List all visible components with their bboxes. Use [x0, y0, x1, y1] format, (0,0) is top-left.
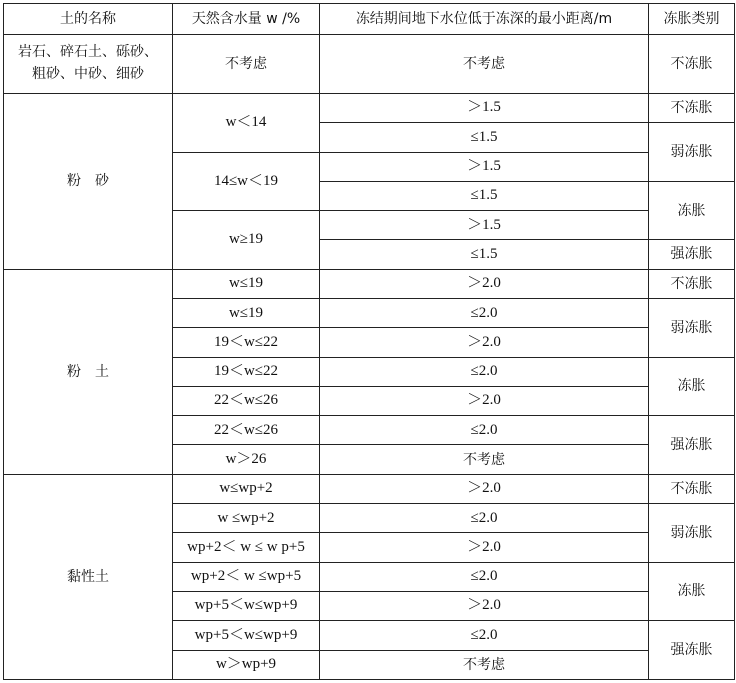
- category-cell: 不冻胀: [649, 35, 735, 94]
- category-cell: 不冻胀: [649, 474, 735, 503]
- table-row: [4, 35, 735, 94]
- distance-cell: ≤1.5: [320, 240, 649, 269]
- header-soil-name: 土的名称: [4, 4, 173, 35]
- distance-cell: ≤2.0: [320, 416, 649, 445]
- category-cell: 弱冻胀: [649, 123, 735, 182]
- category-cell: 冻胀: [649, 181, 735, 240]
- table-row: [4, 269, 735, 298]
- water-content-cell: 14≤w＜19: [173, 152, 320, 211]
- header-frost-category: 冻胀类别: [649, 4, 735, 35]
- distance-cell: ≤2.0: [320, 562, 649, 591]
- distance-cell: ＞2.0: [320, 533, 649, 562]
- water-content-cell: w≤19: [173, 298, 320, 327]
- header-water-content: 天然含水量 w /%: [173, 4, 320, 35]
- distance-cell: ＞1.5: [320, 152, 649, 181]
- distance-cell: ≤2.0: [320, 298, 649, 327]
- header-min-distance: 冻结期间地下水位低于冻深的最小距离/m: [320, 4, 649, 35]
- distance-cell: ≤1.5: [320, 181, 649, 210]
- category-cell: 不冻胀: [649, 93, 735, 122]
- water-content-cell: 22＜w≤26: [173, 416, 320, 445]
- water-content-cell: wp+5＜w≤wp+9: [173, 621, 320, 650]
- soil-name-gravel: [4, 35, 173, 94]
- water-content-cell: w＞wp+9: [173, 650, 320, 679]
- distance-cell: 不考虑: [320, 650, 649, 679]
- water-content-cell: wp+2＜ w ≤wp+5: [173, 562, 320, 591]
- soil-name-line: 粗砂、中砂、细砂: [32, 66, 144, 83]
- distance-cell: ＞2.0: [320, 591, 649, 620]
- distance-cell: ≤1.5: [320, 123, 649, 152]
- distance-cell: ≤2.0: [320, 357, 649, 386]
- water-content-cell: 19＜w≤22: [173, 357, 320, 386]
- water-content-cell: 22＜w≤26: [173, 386, 320, 415]
- soil-name-silty-sand: 粉 砂: [4, 93, 173, 269]
- water-content-cell: w≤19: [173, 269, 320, 298]
- category-cell: 强冻胀: [649, 240, 735, 269]
- water-content-cell: w≥19: [173, 211, 320, 270]
- distance-cell: ＞2.0: [320, 474, 649, 503]
- table-row: [4, 474, 735, 503]
- water-content-cell: w ≤wp+2: [173, 504, 320, 533]
- category-cell: 弱冻胀: [649, 298, 735, 357]
- table-row: [4, 93, 735, 122]
- water-content-cell: w≤wp+2: [173, 474, 320, 503]
- distance-cell: ＞2.0: [320, 269, 649, 298]
- water-content-cell: w＜14: [173, 93, 320, 152]
- distance-cell: 不考虑: [320, 35, 649, 94]
- distance-cell: ≤2.0: [320, 621, 649, 650]
- category-cell: 冻胀: [649, 562, 735, 621]
- frost-heave-table: [3, 3, 735, 680]
- distance-cell: 不考虑: [320, 445, 649, 474]
- distance-cell: ＞2.0: [320, 386, 649, 415]
- category-cell: 不冻胀: [649, 269, 735, 298]
- soil-name-silt: 粉 土: [4, 269, 173, 474]
- water-content-cell: wp+2＜ w ≤ w p+5: [173, 533, 320, 562]
- category-cell: 强冻胀: [649, 416, 735, 475]
- water-content-cell: wp+5＜w≤wp+9: [173, 591, 320, 620]
- distance-cell: ＞2.0: [320, 328, 649, 357]
- distance-cell: ≤2.0: [320, 504, 649, 533]
- category-cell: 冻胀: [649, 357, 735, 416]
- category-cell: 弱冻胀: [649, 504, 735, 563]
- distance-cell: ＞1.5: [320, 93, 649, 122]
- soil-name-clay: 黏性土: [4, 474, 173, 679]
- header-row: [4, 4, 735, 35]
- soil-name-line: 岩石、碎石土、砾砂、: [18, 44, 158, 61]
- category-cell: 强冻胀: [649, 621, 735, 680]
- water-content-cell: 19＜w≤22: [173, 328, 320, 357]
- water-content-cell: 不考虑: [173, 35, 320, 94]
- distance-cell: ＞1.5: [320, 211, 649, 240]
- water-content-cell: w＞26: [173, 445, 320, 474]
